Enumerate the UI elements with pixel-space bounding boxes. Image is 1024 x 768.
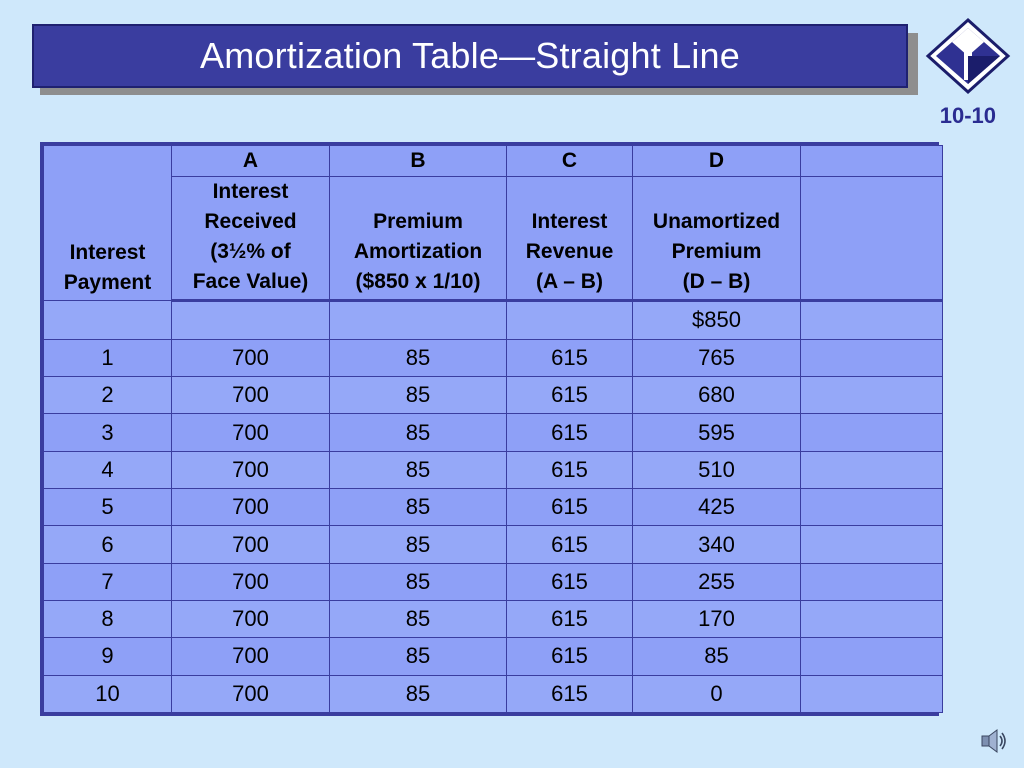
table-cell: 2: [44, 377, 172, 414]
table-cell: 85: [330, 451, 507, 488]
header-line: Premium: [671, 240, 762, 263]
table-cell: [172, 301, 330, 340]
table-cell: 85: [330, 489, 507, 526]
table-cell: 425: [633, 489, 801, 526]
table-cell: [44, 301, 172, 340]
table-cell: 255: [633, 563, 801, 600]
table-cell: 85: [330, 377, 507, 414]
slide-number: 10-10: [939, 103, 996, 128]
table-cell: 615: [507, 489, 633, 526]
table-cell: 700: [172, 339, 330, 376]
table-row: [44, 675, 943, 712]
header-line: (3½% of: [210, 240, 291, 263]
table-cell: 7: [44, 563, 172, 600]
column-header-row: [44, 177, 943, 301]
table-cell: 615: [507, 638, 633, 675]
table-cell: 700: [172, 638, 330, 675]
table-cell: 615: [507, 601, 633, 638]
table-cell: 170: [633, 601, 801, 638]
table-cell: 5: [44, 489, 172, 526]
table-row: [44, 489, 943, 526]
table-cell: 3: [44, 414, 172, 451]
table-cell: [801, 675, 943, 712]
table-cell: $850: [633, 301, 801, 340]
column-header: [507, 177, 633, 301]
header-line: (A – B): [536, 270, 603, 293]
table-cell: 680: [633, 377, 801, 414]
table-row: [44, 601, 943, 638]
table-cell: 615: [507, 451, 633, 488]
speaker-icon[interactable]: [980, 726, 1008, 756]
table-cell: 85: [633, 638, 801, 675]
table-row: [44, 414, 943, 451]
table-cell: 615: [507, 563, 633, 600]
table-cell: 615: [507, 675, 633, 712]
table-cell: [801, 301, 943, 340]
table-cell: 9: [44, 638, 172, 675]
table-cell: 0: [633, 675, 801, 712]
table-row: [44, 377, 943, 414]
column-letter: A: [172, 146, 330, 177]
header-line: Premium: [373, 210, 463, 233]
table-cell: 6: [44, 526, 172, 563]
table-cell: 85: [330, 675, 507, 712]
table-cell: 700: [172, 526, 330, 563]
table-cell: 340: [633, 526, 801, 563]
column-letter: [801, 146, 943, 177]
amortization-table: [40, 142, 939, 716]
table-cell: 85: [330, 601, 507, 638]
table-cell: 10: [44, 675, 172, 712]
header-line: Revenue: [525, 240, 614, 263]
table-cell: 85: [330, 638, 507, 675]
header-line: Received: [204, 210, 297, 233]
table-cell: [801, 526, 943, 563]
table-cell: 700: [172, 489, 330, 526]
column-letter: D: [633, 146, 801, 177]
table-cell: 765: [633, 339, 801, 376]
table-cell: [801, 601, 943, 638]
column-header: [172, 177, 330, 301]
slide-title: Amortization Table—Straight Line: [199, 35, 741, 76]
table-cell: 700: [172, 377, 330, 414]
table-cell: 4: [44, 451, 172, 488]
publisher-logo-icon: [924, 16, 1012, 96]
table-row: [44, 526, 943, 563]
table-row: [44, 638, 943, 675]
table-cell: [801, 339, 943, 376]
table-cell: 1: [44, 339, 172, 376]
table-cell: 700: [172, 414, 330, 451]
column-letter: C: [507, 146, 633, 177]
table-cell: 595: [633, 414, 801, 451]
table-cell: 85: [330, 563, 507, 600]
table-cell: 700: [172, 451, 330, 488]
table-cell: [801, 377, 943, 414]
table-cell: [507, 301, 633, 340]
table-row: [44, 451, 943, 488]
table-cell: 85: [330, 339, 507, 376]
header-line: ($850 x 1/10): [355, 270, 481, 293]
column-header: [330, 177, 507, 301]
column-header: [44, 146, 172, 301]
opening-balance-row: [44, 301, 943, 340]
header-line: Unamortized: [652, 210, 781, 233]
table-cell: [801, 563, 943, 600]
table-cell: 85: [330, 414, 507, 451]
column-header: [801, 177, 943, 301]
table-cell: 700: [172, 675, 330, 712]
table-cell: [801, 489, 943, 526]
table-row: [44, 339, 943, 376]
header-line: Amortization: [353, 240, 483, 263]
table-cell: [801, 451, 943, 488]
column-letter: B: [330, 146, 507, 177]
table-cell: [801, 638, 943, 675]
table-cell: 85: [330, 526, 507, 563]
header-line: Interest: [69, 241, 146, 264]
title-bar: [32, 24, 908, 88]
table-cell: 615: [507, 377, 633, 414]
column-header: [633, 177, 801, 301]
header-line: Interest: [212, 180, 289, 203]
column-letter-row: [44, 146, 943, 177]
header-line: (D – B): [682, 270, 751, 293]
table-cell: 615: [507, 339, 633, 376]
table-cell: 700: [172, 563, 330, 600]
table-cell: 510: [633, 451, 801, 488]
table-row: [44, 563, 943, 600]
table-cell: [801, 414, 943, 451]
header-line: Interest: [531, 210, 608, 233]
header-line: Face Value): [192, 270, 309, 293]
table-cell: [330, 301, 507, 340]
table-cell: 615: [507, 414, 633, 451]
table-cell: 700: [172, 601, 330, 638]
header-line: Payment: [63, 271, 152, 294]
table-cell: 8: [44, 601, 172, 638]
table-cell: 615: [507, 526, 633, 563]
